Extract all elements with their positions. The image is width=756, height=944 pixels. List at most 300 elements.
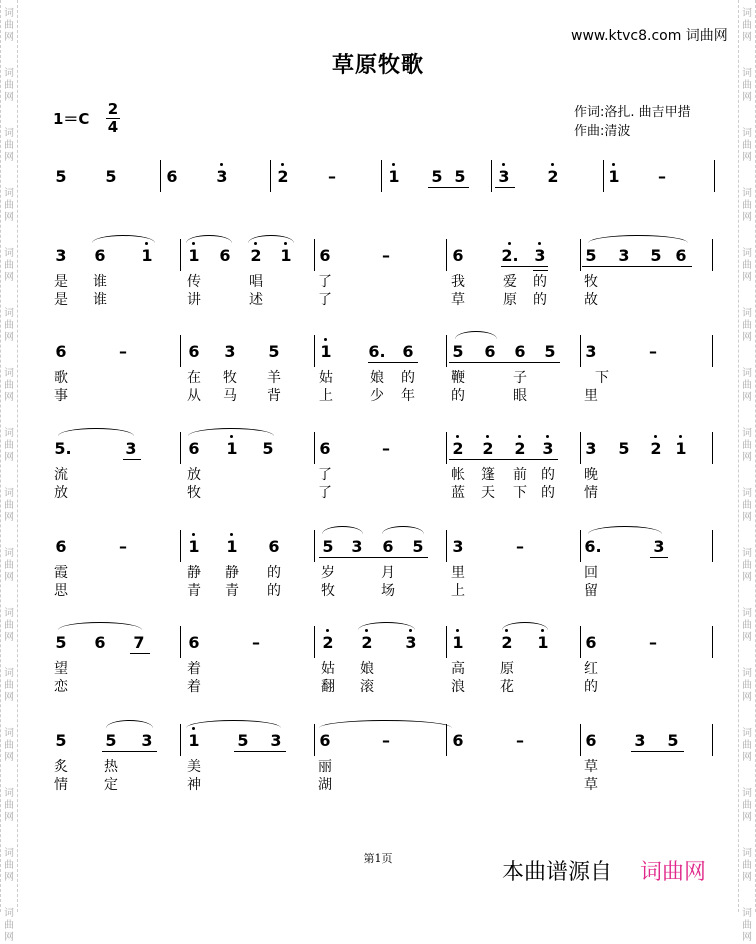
lyric-syllable: 静 — [187, 565, 201, 581]
watermark-text: 词 曲 网 — [4, 908, 14, 943]
watermark-text: 词 曲 网 — [742, 728, 752, 763]
note: 2 — [482, 439, 494, 458]
octave-dot — [281, 163, 284, 166]
barline — [446, 335, 447, 367]
note: 1 — [280, 246, 292, 265]
note: 2 — [361, 633, 373, 652]
slur — [106, 720, 153, 728]
watermark-text: 词 曲 网 — [4, 548, 14, 583]
octave-dot — [502, 163, 505, 166]
watermark-text: 词 曲 网 — [742, 608, 752, 643]
barline — [712, 626, 713, 658]
watermark-text: 词 曲 网 — [742, 128, 752, 163]
beam-underline — [449, 459, 558, 460]
beam-underline — [533, 270, 548, 271]
lyric-syllable: 着 — [187, 661, 201, 677]
note: 2. — [501, 246, 519, 265]
note: 5 — [452, 342, 464, 361]
note: 1 — [188, 731, 200, 750]
lyric-syllable: 热 — [104, 759, 118, 775]
time-signature — [106, 102, 120, 135]
note: – — [252, 633, 260, 652]
watermark-text: 词 曲 网 — [4, 8, 14, 43]
lyric-syllable: 下 — [595, 370, 609, 386]
lyric-syllable: 的 — [541, 467, 555, 483]
octave-dot — [392, 163, 395, 166]
source-site-logo: 词曲网 — [640, 860, 707, 885]
note: 6 — [452, 246, 464, 265]
lyric-syllable: 思 — [54, 583, 68, 599]
lyric-syllable: 望 — [54, 661, 68, 677]
lyric-syllable: 草 — [584, 759, 598, 775]
note: 3 — [653, 537, 665, 556]
watermark-text: 词 曲 网 — [4, 788, 14, 823]
barline — [603, 160, 604, 192]
note: 2 — [650, 439, 662, 458]
octave-dot — [230, 533, 233, 536]
lyric-syllable: 牧 — [187, 485, 201, 501]
note: 5 — [55, 731, 67, 750]
note: 6 — [675, 246, 687, 265]
barline — [446, 626, 447, 658]
lyric-syllable: 放 — [54, 485, 68, 501]
lyric-syllable: 回 — [584, 565, 598, 581]
slur — [188, 428, 274, 436]
lyric-syllable: 情 — [584, 485, 598, 501]
note: 1 — [537, 633, 549, 652]
barline — [180, 432, 181, 464]
note: – — [382, 439, 390, 458]
note: – — [119, 342, 127, 361]
lyric-syllable: 留 — [584, 583, 598, 599]
note: 6 — [319, 246, 331, 265]
lyric-syllable: 静 — [225, 565, 239, 581]
lyricist-credit: 作词:洛扎. 曲吉甲措 — [574, 105, 691, 120]
lyric-syllable: 定 — [104, 777, 118, 793]
lyric-syllable: 是 — [54, 292, 68, 308]
lyric-syllable: 着 — [187, 679, 201, 695]
note: – — [328, 167, 336, 186]
barline — [180, 335, 181, 367]
note: – — [382, 731, 390, 750]
beam-underline — [631, 751, 684, 752]
note: 6 — [452, 731, 464, 750]
note: 1 — [608, 167, 620, 186]
slur — [186, 235, 232, 243]
note: 1 — [188, 537, 200, 556]
lyric-syllable: 湖 — [318, 777, 332, 793]
watermark-text: 词 曲 网 — [742, 188, 752, 223]
barline — [712, 724, 713, 756]
barline — [180, 626, 181, 658]
note: – — [516, 537, 524, 556]
octave-dot — [679, 435, 682, 438]
lyric-syllable: 了 — [318, 292, 332, 308]
time-signature-top: 2 — [107, 100, 119, 118]
note: 5 — [618, 439, 630, 458]
note: 5 — [667, 731, 679, 750]
note: 6 — [166, 167, 178, 186]
octave-dot — [508, 242, 511, 245]
octave-dot — [546, 435, 549, 438]
note: – — [658, 167, 666, 186]
lyric-syllable: 情 — [54, 777, 68, 793]
note: 6 — [94, 246, 106, 265]
barline — [314, 530, 315, 562]
octave-dot — [220, 163, 223, 166]
beam-underline — [650, 557, 668, 558]
lyric-syllable: 里 — [451, 565, 465, 581]
watermark-text: 词 曲 网 — [742, 428, 752, 463]
note: 1 — [388, 167, 400, 186]
slur — [502, 622, 548, 630]
key-signature: 1＝C — [53, 110, 90, 128]
note: 5 — [431, 167, 443, 186]
song-title: 草原牧歌 — [331, 53, 424, 78]
watermark-text: 词 曲 网 — [4, 368, 14, 403]
lyric-syllable: 丽 — [318, 759, 332, 775]
octave-dot — [456, 435, 459, 438]
note: 6 — [585, 633, 597, 652]
lyric-syllable: 美 — [187, 759, 201, 775]
note: 3 — [534, 246, 546, 265]
source-text: 本曲谱源自 — [502, 860, 613, 885]
note: 1 — [452, 633, 464, 652]
note: 5 — [237, 731, 249, 750]
page-number: 第1页 — [363, 852, 393, 865]
note: 2 — [547, 167, 559, 186]
barline — [180, 530, 181, 562]
note: 6 — [484, 342, 496, 361]
lyric-syllable: 牧 — [321, 583, 335, 599]
beam-underline — [449, 362, 560, 363]
barline — [712, 239, 713, 271]
lyric-syllable: 浪 — [451, 679, 465, 695]
beam-underline — [400, 362, 418, 363]
lyric-syllable: 娘 — [370, 370, 384, 386]
lyric-syllable: 帐 — [451, 467, 465, 483]
watermark-text: 词 曲 网 — [742, 8, 752, 43]
beam-underline — [582, 266, 692, 267]
lyric-syllable: 前 — [513, 467, 527, 483]
lyric-syllable: 从 — [187, 388, 201, 404]
barline — [580, 626, 581, 658]
watermark-text: 词 曲 网 — [4, 608, 14, 643]
note: 5 — [650, 246, 662, 265]
lyric-syllable: 滚 — [360, 679, 374, 695]
composer-credit: 作曲:清波 — [574, 124, 631, 139]
barline — [180, 724, 181, 756]
left-watermark-strip — [0, 0, 18, 943]
slur — [58, 428, 134, 436]
note: 5 — [262, 439, 274, 458]
beam-underline — [123, 459, 141, 460]
beam-underline — [102, 751, 157, 752]
barline — [580, 239, 581, 271]
note: 1 — [188, 246, 200, 265]
note: 5 — [55, 167, 67, 186]
lyric-syllable: 牧 — [584, 274, 598, 290]
lyric-syllable: 下 — [513, 485, 527, 501]
note: 6 — [268, 537, 280, 556]
right-watermark-strip — [738, 0, 756, 943]
watermark-text: 词 曲 网 — [742, 68, 752, 103]
lyric-syllable: 上 — [451, 583, 465, 599]
barline — [314, 724, 315, 756]
slur — [322, 526, 363, 534]
lyric-syllable: 高 — [451, 661, 465, 677]
watermark-text: 词 曲 网 — [4, 248, 14, 283]
watermark-text: 词 曲 网 — [742, 548, 752, 583]
note: 2 — [514, 439, 526, 458]
lyric-syllable: 场 — [381, 583, 395, 599]
watermark-text: 词 曲 网 — [742, 308, 752, 343]
lyric-syllable: 恋 — [54, 679, 68, 695]
beam-underline — [495, 187, 515, 188]
lyric-syllable: 花 — [500, 679, 514, 695]
note: 5 — [268, 342, 280, 361]
note: 5 — [322, 537, 334, 556]
lyric-syllable: 月 — [381, 565, 395, 581]
note: 3 — [634, 731, 646, 750]
note: 6 — [55, 342, 67, 361]
lyric-syllable: 姑 — [321, 661, 335, 677]
lyric-syllable: 姑 — [319, 370, 333, 386]
barline — [580, 530, 581, 562]
note: 6 — [402, 342, 414, 361]
note: 2 — [250, 246, 262, 265]
lyric-syllable: 青 — [225, 583, 239, 599]
slur — [319, 720, 452, 728]
beam-underline — [319, 557, 428, 558]
watermark-text: 词 曲 网 — [4, 848, 14, 883]
watermark-text: 词 曲 网 — [742, 368, 752, 403]
watermark-text: 词 曲 网 — [4, 428, 14, 463]
note: 1 — [675, 439, 687, 458]
octave-dot — [538, 242, 541, 245]
barline — [446, 530, 447, 562]
lyric-syllable: 天 — [481, 485, 495, 501]
lyric-syllable: 谁 — [93, 274, 107, 290]
barline — [314, 432, 315, 464]
octave-dot — [518, 435, 521, 438]
note: 5 — [585, 246, 597, 265]
lyric-syllable: 炙 — [54, 759, 68, 775]
slur — [588, 235, 688, 243]
slur — [92, 235, 155, 243]
note: 6 — [382, 537, 394, 556]
barline — [314, 626, 315, 658]
octave-dot — [654, 435, 657, 438]
octave-dot — [324, 338, 327, 341]
note: 1 — [226, 439, 238, 458]
barline — [712, 432, 713, 464]
note: 5. — [54, 439, 72, 458]
note: 6 — [585, 731, 597, 750]
note: – — [649, 342, 657, 361]
note: 5 — [544, 342, 556, 361]
note: 3 — [224, 342, 236, 361]
slur — [248, 235, 294, 243]
barline — [580, 432, 581, 464]
lyric-syllable: 红 — [584, 661, 598, 677]
note: 3 — [618, 246, 630, 265]
note: – — [382, 246, 390, 265]
beam-underline — [234, 751, 286, 752]
barline — [314, 239, 315, 271]
octave-dot — [326, 629, 329, 632]
lyric-syllable: 爱 — [503, 274, 517, 290]
note: 3 — [498, 167, 510, 186]
octave-dot — [551, 163, 554, 166]
note: 1 — [320, 342, 332, 361]
lyric-syllable: 子 — [513, 370, 527, 386]
lyric-syllable: 原 — [500, 661, 514, 677]
lyric-syllable: 娘 — [360, 661, 374, 677]
barline — [446, 724, 447, 756]
lyric-syllable: 上 — [319, 388, 333, 404]
barline — [714, 160, 715, 192]
lyric-syllable: 草 — [584, 777, 598, 793]
lyric-syllable: 的 — [541, 485, 555, 501]
note: 2 — [501, 633, 513, 652]
watermark-text: 词 曲 网 — [4, 668, 14, 703]
lyric-syllable: 马 — [223, 388, 237, 404]
barline — [180, 239, 181, 271]
lyric-syllable: 流 — [54, 467, 68, 483]
note: 7 — [133, 633, 145, 652]
watermark-text: 词 曲 网 — [4, 68, 14, 103]
note: 5 — [105, 167, 117, 186]
note: 3 — [270, 731, 282, 750]
slur — [455, 331, 497, 339]
lyric-syllable: 的 — [267, 565, 281, 581]
beam-underline — [428, 187, 469, 188]
note: – — [649, 633, 657, 652]
lyric-syllable: 青 — [187, 583, 201, 599]
note: 6 — [514, 342, 526, 361]
watermark-text: 词 曲 网 — [4, 128, 14, 163]
note: – — [516, 731, 524, 750]
lyric-syllable: 的 — [533, 292, 547, 308]
lyric-syllable: 的 — [267, 583, 281, 599]
lyric-syllable: 谁 — [93, 292, 107, 308]
note: 3 — [141, 731, 153, 750]
slur — [588, 526, 662, 534]
lyric-syllable: 的 — [401, 370, 415, 386]
barline — [712, 335, 713, 367]
lyric-syllable: 羊 — [267, 370, 281, 386]
note: 6. — [584, 537, 602, 556]
lyric-syllable: 传 — [187, 274, 201, 290]
note: 3 — [452, 537, 464, 556]
lyric-syllable: 年 — [401, 388, 415, 404]
lyric-syllable: 眼 — [513, 388, 527, 404]
note: 3 — [55, 246, 67, 265]
lyric-syllable: 我 — [451, 274, 465, 290]
note: 5 — [105, 731, 117, 750]
note: 5 — [55, 633, 67, 652]
lyric-syllable: 背 — [267, 388, 281, 404]
lyric-syllable: 在 — [187, 370, 201, 386]
note: 6 — [188, 633, 200, 652]
watermark-text: 词 曲 网 — [4, 488, 14, 523]
lyric-syllable: 讲 — [187, 292, 201, 308]
lyric-syllable: 述 — [249, 292, 263, 308]
note: 5 — [454, 167, 466, 186]
note: 2 — [322, 633, 334, 652]
lyric-syllable: 篷 — [481, 467, 495, 483]
slur — [358, 622, 415, 630]
note: 6 — [319, 731, 331, 750]
lyric-syllable: 翻 — [321, 679, 335, 695]
lyric-syllable: 了 — [318, 467, 332, 483]
slur — [186, 720, 281, 728]
octave-dot — [486, 435, 489, 438]
note: 3 — [351, 537, 363, 556]
lyric-syllable: 岁 — [321, 565, 335, 581]
lyric-syllable: 草 — [451, 292, 465, 308]
lyric-syllable: 唱 — [249, 274, 263, 290]
note: 5 — [412, 537, 424, 556]
note: 6. — [368, 342, 386, 361]
barline — [160, 160, 161, 192]
lyric-syllable: 的 — [533, 274, 547, 290]
watermark-text: 词 曲 网 — [742, 488, 752, 523]
lyric-syllable: 事 — [54, 388, 68, 404]
lyric-syllable: 少 — [370, 388, 384, 404]
octave-dot — [192, 533, 195, 536]
barline — [314, 335, 315, 367]
note: 6 — [94, 633, 106, 652]
lyric-syllable: 放 — [187, 467, 201, 483]
lyric-syllable: 的 — [451, 388, 465, 404]
note: 3 — [125, 439, 137, 458]
octave-dot — [612, 163, 615, 166]
lyric-syllable: 晚 — [584, 467, 598, 483]
lyric-syllable: 歌 — [54, 370, 68, 386]
barline — [381, 160, 382, 192]
lyric-syllable: 的 — [584, 679, 598, 695]
note: 6 — [188, 439, 200, 458]
note: 2 — [277, 167, 289, 186]
lyric-syllable: 神 — [187, 777, 201, 793]
lyric-syllable: 了 — [318, 485, 332, 501]
slur — [382, 526, 424, 534]
note: 6 — [188, 342, 200, 361]
watermark-text: 词 曲 网 — [742, 668, 752, 703]
note: 6 — [219, 246, 231, 265]
beam-underline — [130, 653, 150, 654]
site-credit: www.ktvc8.com 词曲网 — [571, 28, 728, 44]
watermark-text: 词 曲 网 — [742, 848, 752, 883]
watermark-text: 词 曲 网 — [742, 908, 752, 943]
barline — [491, 160, 492, 192]
lyric-syllable: 蓝 — [451, 485, 465, 501]
time-signature-bottom: 4 — [107, 118, 119, 136]
lyric-syllable: 原 — [503, 292, 517, 308]
barline — [712, 530, 713, 562]
note: 3 — [585, 439, 597, 458]
lyric-syllable: 霞 — [54, 565, 68, 581]
slur — [58, 622, 142, 630]
lyric-syllable: 故 — [584, 292, 598, 308]
lyric-syllable: 鞭 — [451, 370, 465, 386]
barline — [580, 335, 581, 367]
lyric-syllable: 牧 — [223, 370, 237, 386]
note: 3 — [216, 167, 228, 186]
note: 1 — [141, 246, 153, 265]
